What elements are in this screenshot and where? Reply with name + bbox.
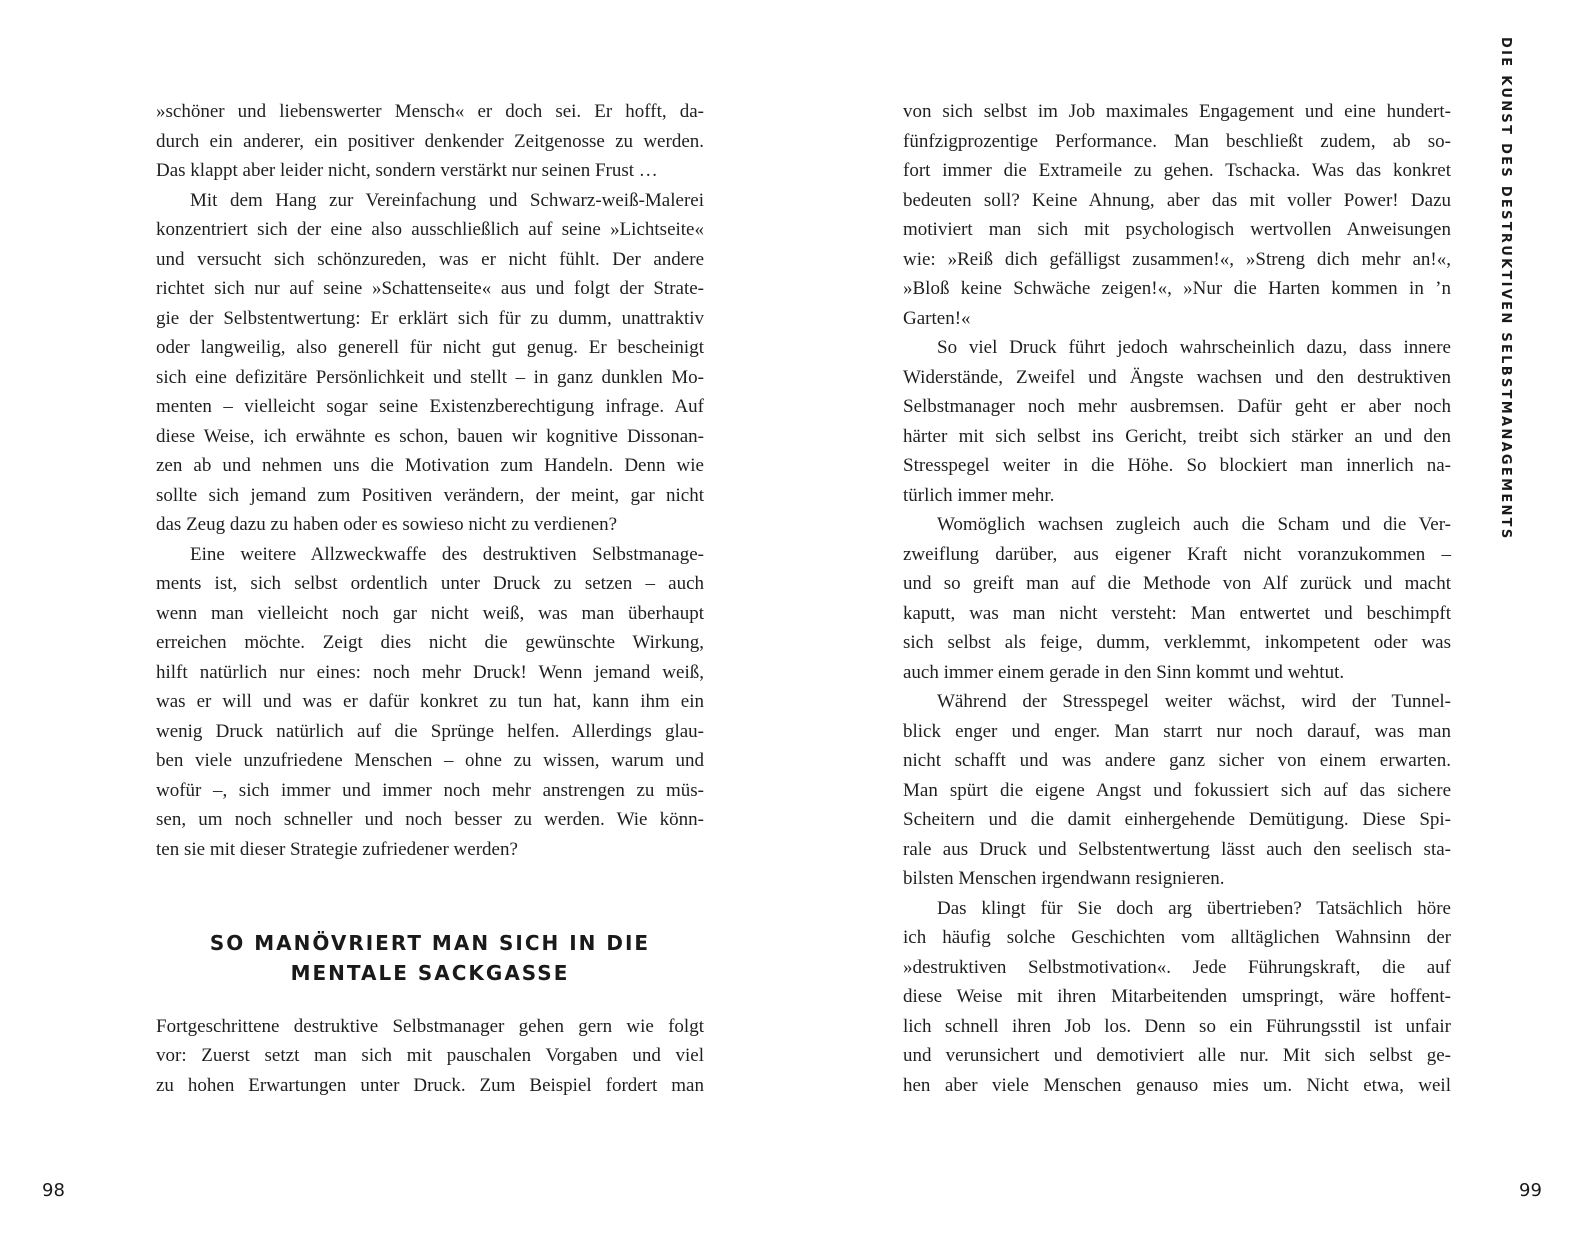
body-text-line: und versucht sich schönzureden, was er nicht fühlt. Der andere	[156, 249, 704, 270]
body-text-line: wenig Druck natürlich auf die Sprünge helfen. Allerdings glau-	[156, 721, 704, 742]
body-text-line: das Zeug dazu zu haben oder es sowieso nicht zu verdienen?	[156, 514, 618, 535]
body-text-line: durch ein anderer, ein positiver denkender Zeitgenosse zu werden.	[156, 131, 704, 152]
body-text-line: konzentriert sich der eine also ausschließlich auf seine »Lichtseite«	[156, 219, 704, 240]
page-number-left: 98	[42, 1180, 65, 1201]
paragraph-first-line: Das klingt für Sie doch arg übertrieben? Tatsächlich höre	[937, 898, 1451, 919]
body-text-line: wofür –, sich immer und immer noch mehr anstrengen zu müs-	[156, 780, 704, 801]
body-text-line: sich selbst als feige, dumm, verklemmt, inkompetent oder was	[903, 632, 1451, 653]
running-head: DIE KUNST DES DESTRUKTIVEN SELBSTMANAGEMENTS	[1498, 37, 1513, 541]
body-text-line: rale aus Druck und Selbstentwertung lässt auch den seelisch sta-	[903, 839, 1451, 860]
body-text-line: härter mit sich selbst ins Gericht, treibt sich stärker an und den	[903, 426, 1451, 447]
paragraph-first-line: Mit dem Hang zur Vereinfachung und Schwarz-weiß-Malerei	[190, 190, 704, 211]
body-text-line: gie der Selbstentwertung: Er erklärt sich für zu dumm, unattraktiv	[156, 308, 704, 329]
body-text-line: zweiflung darüber, aus eigener Kraft nicht voranzukommen –	[903, 544, 1451, 565]
body-text-line: Man spürt die eigene Angst und fokussiert sich auf das sichere	[903, 780, 1451, 801]
body-text-line: zu hohen Erwartungen unter Druck. Zum Beispiel fordert man	[156, 1075, 704, 1096]
body-text-line: türlich immer mehr.	[903, 485, 1055, 506]
body-text-line: hilft natürlich nur eines: noch mehr Druck! Wenn jemand weiß,	[156, 662, 704, 683]
body-text-line: Widerstände, Zweifel und Ängste wachsen und den destruktiven	[903, 367, 1451, 388]
page-number-right: 99	[1519, 1180, 1542, 1201]
body-text-line: lich schnell ihren Job los. Denn so ein Führungsstil ist unfair	[903, 1016, 1451, 1037]
body-text-line: oder langweilig, also generell für nicht gut genug. Er bescheinigt	[156, 337, 704, 358]
body-text-line: und so greift man auf die Methode von Alf zurück und macht	[903, 573, 1451, 594]
body-text-line: Selbstmanager noch mehr ausbremsen. Dafür geht er aber noch	[903, 396, 1451, 417]
body-text-line: Das klappt aber leider nicht, sondern verstärkt nur seinen Frust …	[156, 160, 658, 181]
body-text-line: Garten!«	[903, 308, 971, 329]
section-heading-line-2: MENTALE SACKGASSE	[290, 961, 570, 985]
body-text-line: Stresspegel weiter in die Höhe. So blockiert man innerlich na-	[903, 455, 1451, 476]
body-text-line: nicht schafft und was andere ganz sicher von einem erwarten.	[903, 750, 1451, 771]
body-text-line: Scheitern und die damit einhergehende Demütigung. Diese Spi-	[903, 809, 1451, 830]
body-text-line: »destruktiven Selbstmotivation«. Jede Führungskraft, die auf	[903, 957, 1451, 978]
body-text-line: von sich selbst im Job maximales Engagement und eine hundert-	[903, 101, 1451, 122]
body-text-line: bedeuten soll? Keine Ahnung, aber das mit voller Power! Dazu	[903, 190, 1451, 211]
body-text-line: blick enger und enger. Man starrt nur noch darauf, was man	[903, 721, 1451, 742]
body-text-line: sen, um noch schneller und noch besser zu werden. Wie könn-	[156, 809, 704, 830]
body-text-line: sollte sich jemand zum Positiven verändern, der meint, gar nicht	[156, 485, 704, 506]
body-text-line: wenn man vielleicht noch gar nicht weiß, was man überhaupt	[156, 603, 704, 624]
paragraph-first-line: Während der Stresspegel weiter wächst, wird der Tunnel-	[937, 691, 1451, 712]
body-text-line: sich eine defizitäre Persönlichkeit und stellt – in ganz dunklen Mo-	[156, 367, 704, 388]
paragraph-first-line: Eine weitere Allzweckwaffe des destruktiven Selbstmanage-	[190, 544, 704, 565]
body-text-line: diese Weise mit ihren Mitarbeitenden umspringt, wäre hoffent-	[903, 986, 1451, 1007]
body-text-line: ben viele unzufriedene Menschen – ohne zu wissen, warum und	[156, 750, 704, 771]
body-text-line: hen aber viele Menschen genauso mies um. Nicht etwa, weil	[903, 1075, 1451, 1096]
body-text-line: menten – vielleicht sogar seine Existenzberechtigung infrage. Auf	[156, 396, 704, 417]
body-text-line: ich häufig solche Geschichten vom alltäglichen Wahnsinn der	[903, 927, 1451, 948]
body-text-line: auch immer einem gerade in den Sinn kommt und wehtut.	[903, 662, 1345, 683]
body-text-line: zen ab und nehmen uns die Motivation zum Handeln. Denn wie	[156, 455, 704, 476]
paragraph-first-line: Womöglich wachsen zugleich auch die Scham und die Ver-	[937, 514, 1451, 535]
body-text-line: »schöner und liebenswerter Mensch« er doch sei. Er hofft, da-	[156, 101, 704, 122]
body-text-line: und verunsichert und demotiviert alle nur. Mit sich selbst ge-	[903, 1045, 1451, 1066]
body-text-line: ments ist, sich selbst ordentlich unter Druck zu setzen – auch	[156, 573, 704, 594]
body-text-line: bilsten Menschen irgendwann resignieren.	[903, 868, 1225, 889]
body-text-line: diese Weise, ich erwähnte es schon, bauen wir kognitive Dissonan-	[156, 426, 704, 447]
body-text-line: fort immer die Extrameile zu gehen. Tschacka. Was das konkret	[903, 160, 1451, 181]
section-heading-line-1: SO MANÖVRIERT MAN SICH IN DIE	[209, 931, 651, 955]
body-text-line: wie: »Reiß dich gefälligst zusammen!«, »Streng dich mehr an!«,	[903, 249, 1451, 270]
body-text-line: richtet sich nur auf seine »Schattenseite« aus und folgt der Strate-	[156, 278, 704, 299]
body-text-line: was er will und was er dafür konkret zu tun hat, kann ihm ein	[156, 691, 704, 712]
body-text-line: vor: Zuerst setzt man sich mit pauschalen Vorgaben und viel	[156, 1045, 704, 1066]
body-text-line: kaputt, was man nicht versteht: Man entwertet und beschimpft	[903, 603, 1451, 624]
right-page	[797, 0, 1594, 1240]
body-text-line: erreichen möchte. Zeigt dies nicht die gewünschte Wirkung,	[156, 632, 704, 653]
body-text-line: Fortgeschrittene destruktive Selbstmanager gehen gern wie folgt	[156, 1016, 704, 1037]
paragraph-first-line: So viel Druck führt jedoch wahrscheinlich dazu, dass innere	[937, 337, 1451, 358]
body-text-line: ten sie mit dieser Strategie zufriedener werden?	[156, 839, 518, 860]
body-text-line: motiviert man sich mit psychologisch wertvollen Anweisungen	[903, 219, 1451, 240]
body-text-line: fünfzigprozentige Performance. Man beschließt zudem, ab so-	[903, 131, 1451, 152]
body-text-line: »Bloß keine Schwäche zeigen!«, »Nur die Harten kommen in ’n	[903, 278, 1451, 299]
